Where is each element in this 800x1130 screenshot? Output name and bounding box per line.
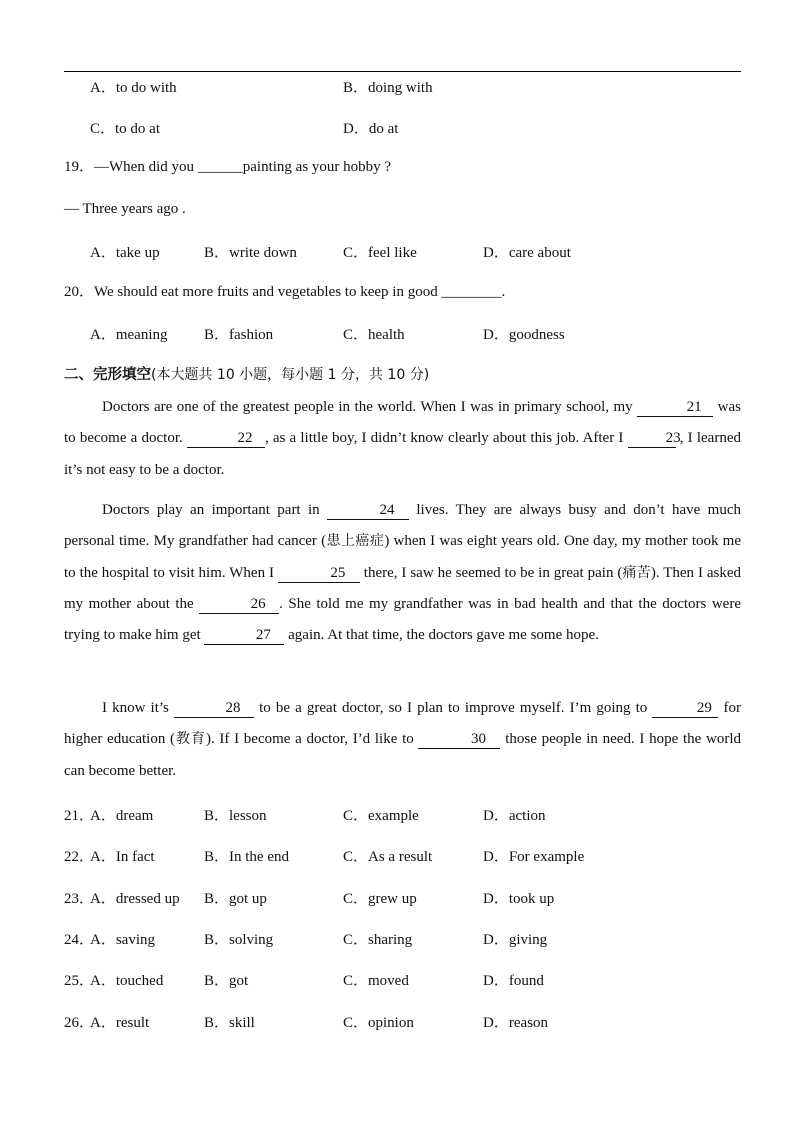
q18-option-d[interactable]: D．do at xyxy=(343,121,399,137)
choice-option-c[interactable]: C．As a result xyxy=(343,849,433,865)
q19-option-c[interactable]: C．feel like xyxy=(343,245,417,261)
choice-option-a[interactable]: A．result xyxy=(90,1015,150,1031)
blank-25[interactable]: 25 xyxy=(278,564,360,583)
choice-option-a[interactable]: A．touched xyxy=(90,973,164,989)
choice-number: 22． xyxy=(64,849,95,865)
q20-option-d[interactable]: D．goodness xyxy=(483,327,565,343)
choice-option-a[interactable]: A．dream xyxy=(90,808,154,824)
q19-number: 19． xyxy=(64,159,95,175)
choice-number: 21． xyxy=(64,808,95,824)
passage-text: ) when I was eight years old. One day, my mother took me to the hospital to visit him. When I xyxy=(64,533,742,581)
q18-option-c[interactable]: C．to do at xyxy=(90,121,160,137)
passage-paragraph-1 xyxy=(64,392,741,486)
passage-text: . She told me my grandfather was in bad health and that the doctors were trying to make him get xyxy=(64,595,741,644)
choice-number: 26． xyxy=(64,1015,95,1031)
choice-option-b[interactable]: B．lesson xyxy=(204,808,267,824)
choice-option-b[interactable]: B．got up xyxy=(204,891,267,907)
choice-option-d[interactable]: D．For example xyxy=(483,849,585,865)
choice-option-c[interactable]: C．grew up xyxy=(343,891,417,907)
passage-text: there, I saw he seemed to be in great pain ( xyxy=(359,564,623,581)
choice-number: 23． xyxy=(64,891,95,907)
q19-answer-line: — Three years ago . xyxy=(64,201,186,217)
passage-text: , as a little boy, I didn’t know clearly about this job. After I xyxy=(264,430,628,447)
passage-text: was to become a doctor. xyxy=(64,399,741,447)
passage-text: lives. They are always busy and don’t have much personal time. My grandfather had cancer ( xyxy=(64,502,741,550)
choice-option-a[interactable]: A．dressed up xyxy=(90,891,180,907)
blank-26[interactable]: 26 xyxy=(199,595,279,614)
q19-question xyxy=(64,157,391,177)
passage-text: those people in need. I hope the world can become better. xyxy=(64,731,742,779)
passage-text: ). If I become a doctor, I’d like to xyxy=(205,731,419,748)
choice-option-c[interactable]: C．opinion xyxy=(343,1015,414,1031)
blank-30[interactable]: 30 xyxy=(418,730,500,749)
blank-29[interactable]: 29 xyxy=(652,699,718,718)
chinese-gloss: 痛苦 xyxy=(622,564,651,581)
chinese-gloss: 教育 xyxy=(175,731,206,748)
q18-option-b[interactable]: B．doing with xyxy=(343,80,433,96)
choice-option-a[interactable]: A．In fact xyxy=(90,849,155,865)
passage-text: Doctors are one of the greatest people in the world. When I was in primary school, my xyxy=(102,399,638,415)
section-title: 二、完形填空 xyxy=(64,367,151,383)
passage-text: I know it’s xyxy=(102,700,174,716)
passage-text: to be a great doctor, so I plan to improve myself. I’m going to xyxy=(254,700,653,716)
choice-option-d[interactable]: D．took up xyxy=(483,891,555,907)
q19-option-d[interactable]: D．care about xyxy=(483,245,571,261)
passage-text: ). Then I asked my mother about the xyxy=(64,564,742,612)
blank-24[interactable]: 24 xyxy=(327,501,409,520)
q20-number: 20． xyxy=(64,284,95,300)
blank-21[interactable]: 21 xyxy=(637,398,713,417)
q19-blank: ______ xyxy=(197,159,243,175)
choice-number: 24． xyxy=(64,932,95,948)
chinese-gloss: 患上癌症 xyxy=(326,533,385,550)
q20-option-c[interactable]: C．health xyxy=(343,327,405,343)
q19-option-a[interactable]: A．take up xyxy=(90,245,160,261)
q19-option-b[interactable]: B．write down xyxy=(204,245,297,261)
choice-option-c[interactable]: C．example xyxy=(343,808,419,824)
choice-option-c[interactable]: C．moved xyxy=(343,973,409,989)
q18-option-a[interactable]: A．to do with xyxy=(90,80,177,96)
choice-option-d[interactable]: D．reason xyxy=(483,1015,548,1031)
header-rule xyxy=(64,71,741,72)
passage-paragraph-3 xyxy=(64,693,741,787)
choice-option-b[interactable]: B．skill xyxy=(204,1015,255,1031)
q19-text-pre: —When did you xyxy=(94,159,198,175)
choice-option-b[interactable]: B．In the end xyxy=(204,849,289,865)
choice-option-b[interactable]: B．got xyxy=(204,973,249,989)
passage-paragraph-2 xyxy=(64,495,741,651)
passage-text: again. At that time, the doctors gave me some hope. xyxy=(284,627,599,644)
section-heading xyxy=(64,365,429,385)
choice-option-d[interactable]: D．found xyxy=(483,973,544,989)
choice-option-c[interactable]: C．sharing xyxy=(343,932,413,948)
choice-option-a[interactable]: A．saving xyxy=(90,932,155,948)
q20-question xyxy=(64,282,505,302)
passage-text: for higher education ( xyxy=(64,700,742,748)
blank-23[interactable]: 23 xyxy=(628,429,676,448)
choice-option-b[interactable]: B．solving xyxy=(204,932,274,948)
passage-text: Doctors play an important part in xyxy=(102,502,328,518)
section-note: (本大题共 10 小题，每小题 1 分，共 10 分) xyxy=(151,367,430,383)
q20-option-a[interactable]: A．meaning xyxy=(90,327,168,343)
blank-27[interactable]: 27 xyxy=(204,626,284,645)
q20-option-b[interactable]: B．fashion xyxy=(204,327,274,343)
blank-22[interactable]: 22 xyxy=(187,429,265,448)
choice-number: 25． xyxy=(64,973,95,989)
passage-text: , I learned it’s not easy to be a doctor. xyxy=(64,430,741,478)
q19-text-post: painting as your hobby ? xyxy=(242,159,392,175)
choice-option-d[interactable]: D．action xyxy=(483,808,546,824)
q20-text: We should eat more fruits and vegetables to keep in good ________. xyxy=(94,284,506,300)
blank-28[interactable]: 28 xyxy=(174,699,254,718)
choice-option-d[interactable]: D．giving xyxy=(483,932,548,948)
